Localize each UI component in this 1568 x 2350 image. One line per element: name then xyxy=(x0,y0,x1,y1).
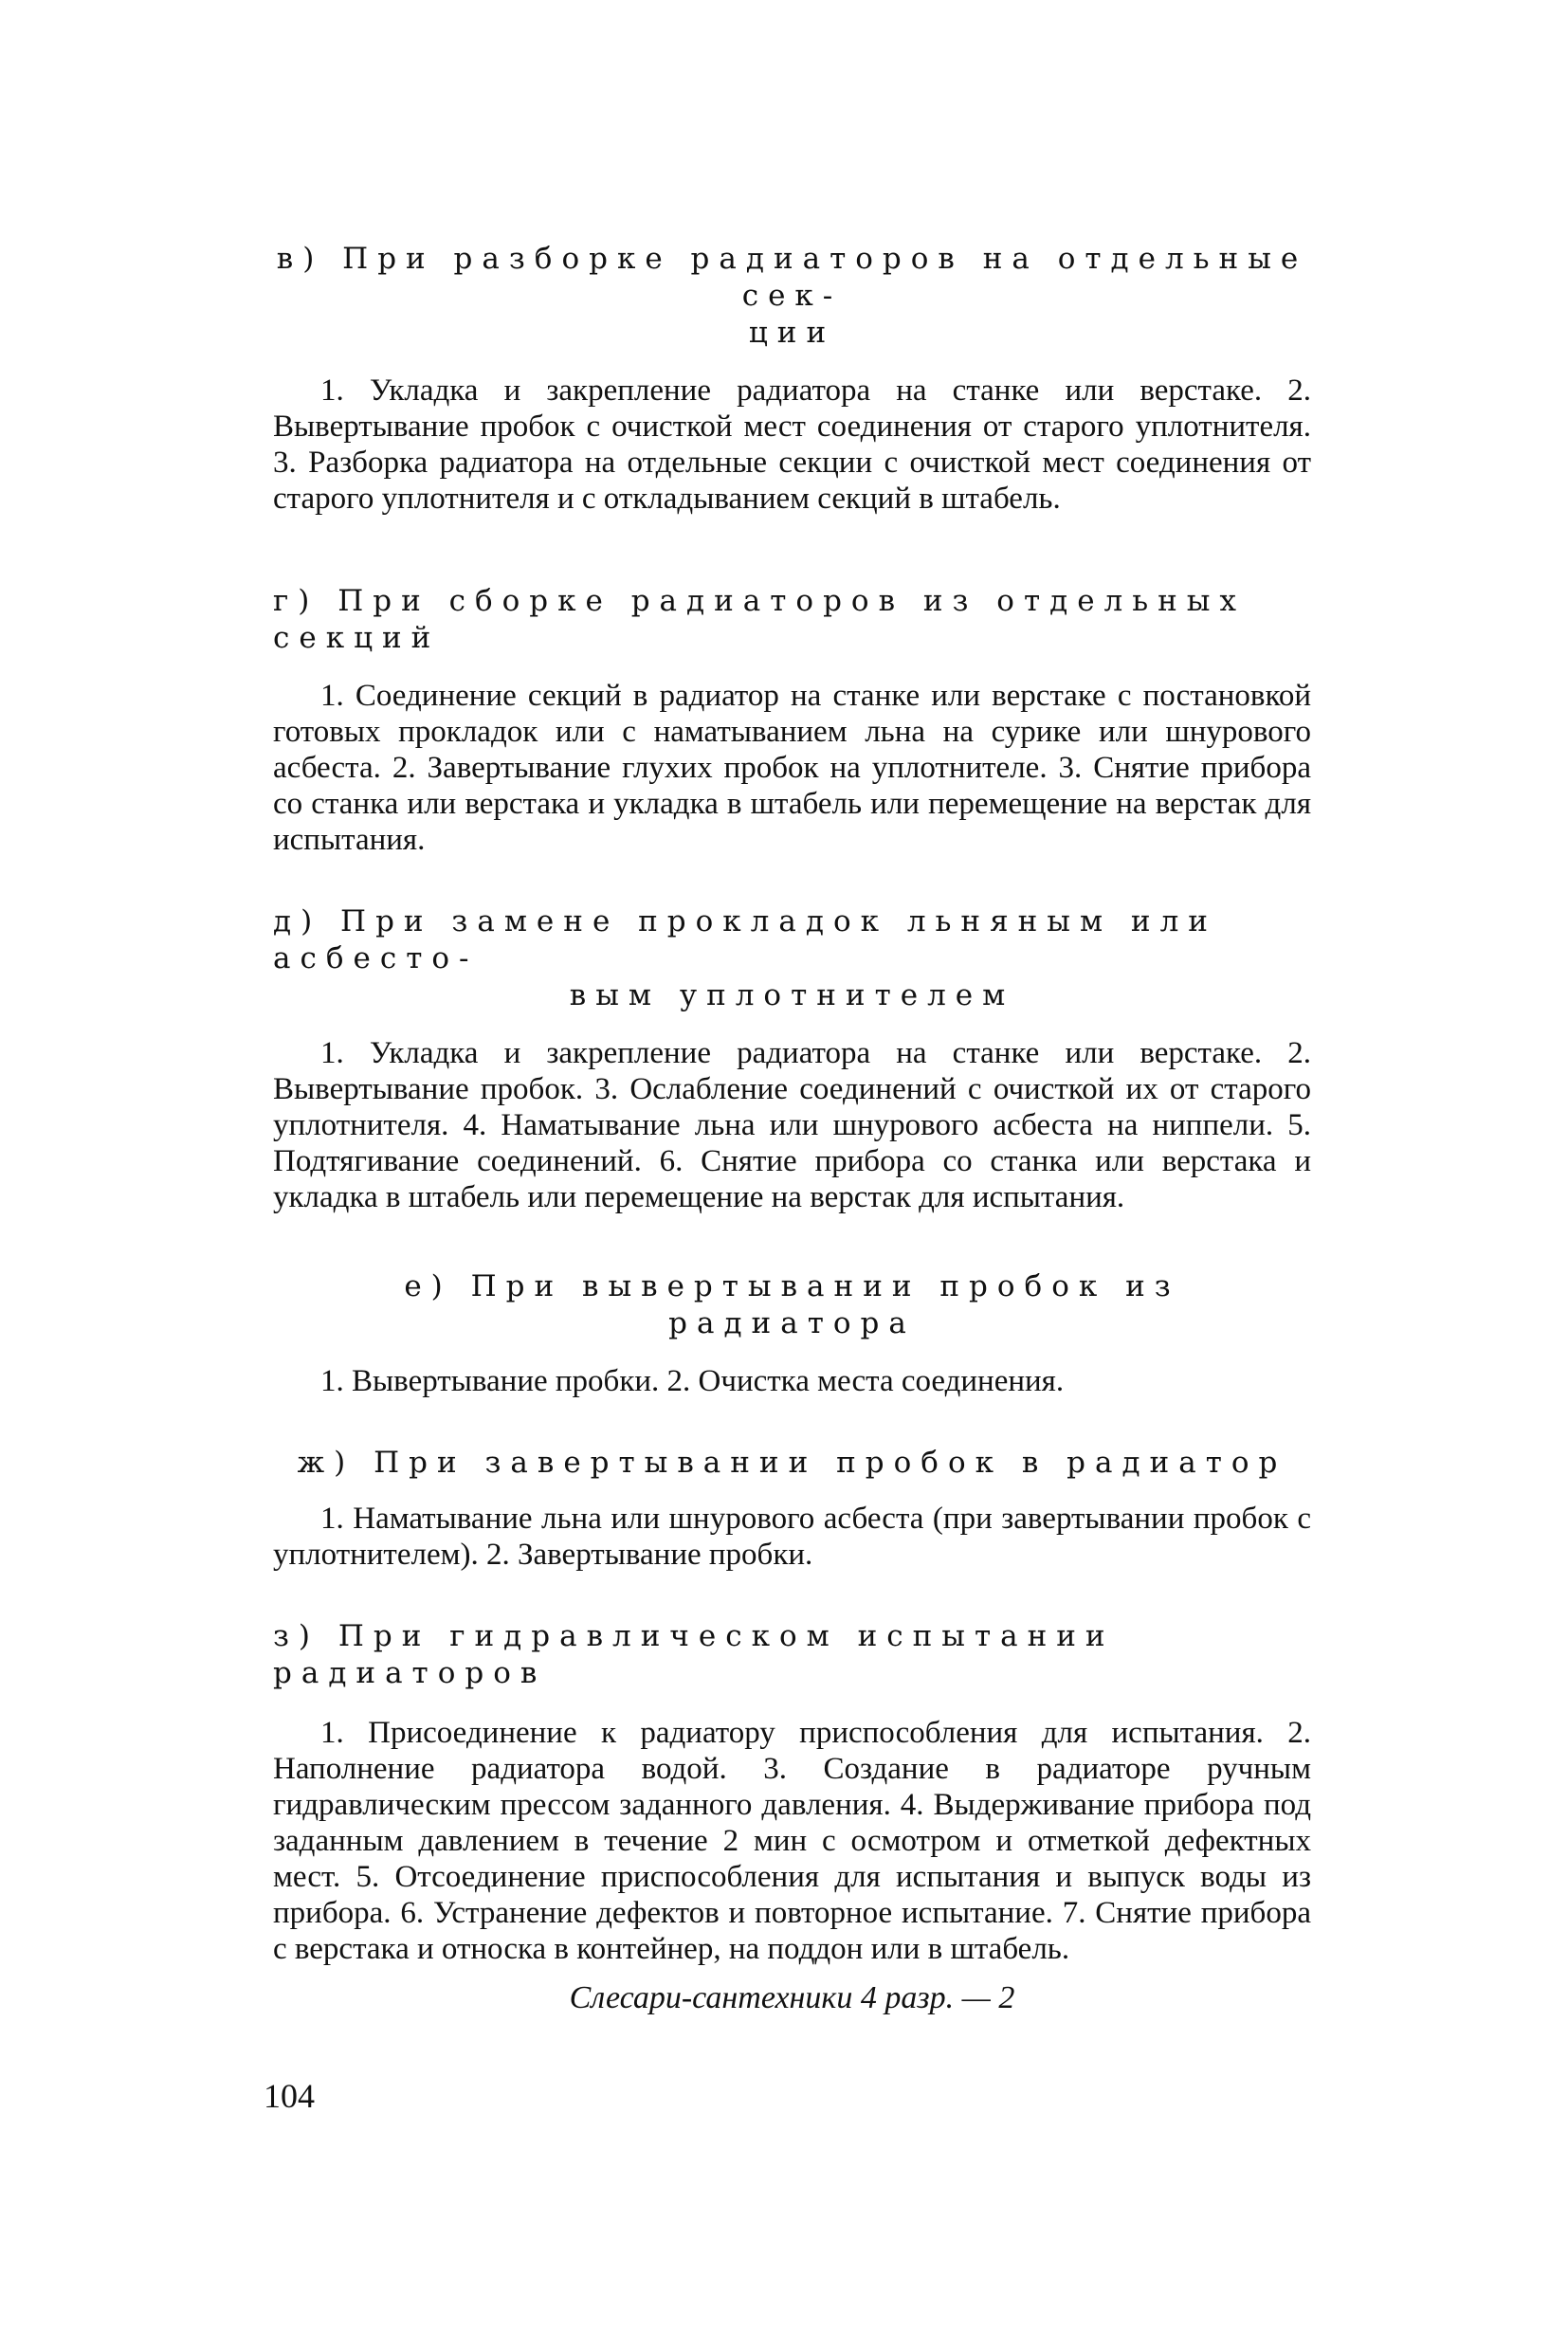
section-heading: е) При вывертывании пробок из радиатора xyxy=(404,1269,1180,1340)
section-body: 1. Присоединение к радиатору приспособления для испытания. 2. Наполнение радиатора водой. 3. Создание в радиаторе ручным гидравлическим прессом заданного давления. 4. Выдерживание прибора под заданным давлением в течение 2 мин с осмотром и отметкой дефектных мест. 5. Отсоединение приспособления для испытания и выпуск воды из прибора. 6. Устранение дефектов и повторное испытание. 7. Снятие прибора с верстака и относка в контейнер, на поддон или в штабель. xyxy=(273,1716,1311,1966)
section-heading: ж) При завертывании пробок в радиатор xyxy=(297,1446,1287,1480)
section-assembly xyxy=(273,583,1311,858)
section-heading-text: д) При замене прокладок льняным или асбесто- xyxy=(273,904,1217,975)
section-heading: г) При сборке радиаторов из отдельных секций xyxy=(273,584,1246,655)
section-heading-continuation: ции xyxy=(748,316,836,350)
section-heading xyxy=(273,903,1311,1014)
section-body: 1. Укладка и закрепление радиатора на станке или верстаке. 2. Вывертывание пробок. 3. Ослабление соединений с очисткой их от старого уплотнителя. 4. Наматывание льна или шнурового асбеста на ниппели. 5. Подтягивание соединений. 6. Снятие прибора со станка или верстака и укладка в штабель или перемещение на верстак для испытания. xyxy=(273,1036,1311,1214)
section-body: 1. Наматывание льна или шнурового асбеста (при завертывании пробок с уплотнителем). 2. Завертывание пробки. xyxy=(273,1502,1311,1572)
document-page xyxy=(273,237,1311,2016)
section-heading: з) При гидравлическом испытании радиаторов xyxy=(273,1619,1115,1690)
section-body: 1. Укладка и закрепление радиатора на станке или верстаке. 2. Вывертывание пробок с очисткой мест соединения от старого уплотнителя. 3. Разборка радиатора на отдельные секции с очисткой мест соединения от старого уплотнителя и с откладыванием секций в штабель. xyxy=(273,373,1311,516)
section-hydraulic-test xyxy=(273,1618,1311,2016)
page-number: 104 xyxy=(264,2077,315,2115)
section-plug-installation xyxy=(273,1445,1311,1573)
section-heading-continuation: вым уплотнителем xyxy=(569,978,1015,1012)
section-disassembly xyxy=(273,241,1311,517)
section-plug-removal xyxy=(273,1268,1311,1399)
section-body: 1. Соединение секций в радиатор на станке или верстаке с постановкой готовых прокладок или с наматыванием льна на сурике или шнурового асбеста. 2. Завертывание глухих пробок на уплотнителе. 3. Снятие прибора со станка или верстака и укладка в штабель или перемещение на верстак для испытания. xyxy=(273,679,1311,857)
worker-note: Слесари-сантехники 4 разр. — 2 xyxy=(569,1980,1015,2015)
section-heading xyxy=(273,241,1311,352)
section-heading-text: в) При разборке радиаторов на отдельные сек- xyxy=(276,242,1308,313)
section-gasket-replacement xyxy=(273,903,1311,1215)
section-body: 1. Вывертывание пробки. 2. Очистка места соединения. xyxy=(320,1364,1065,1398)
